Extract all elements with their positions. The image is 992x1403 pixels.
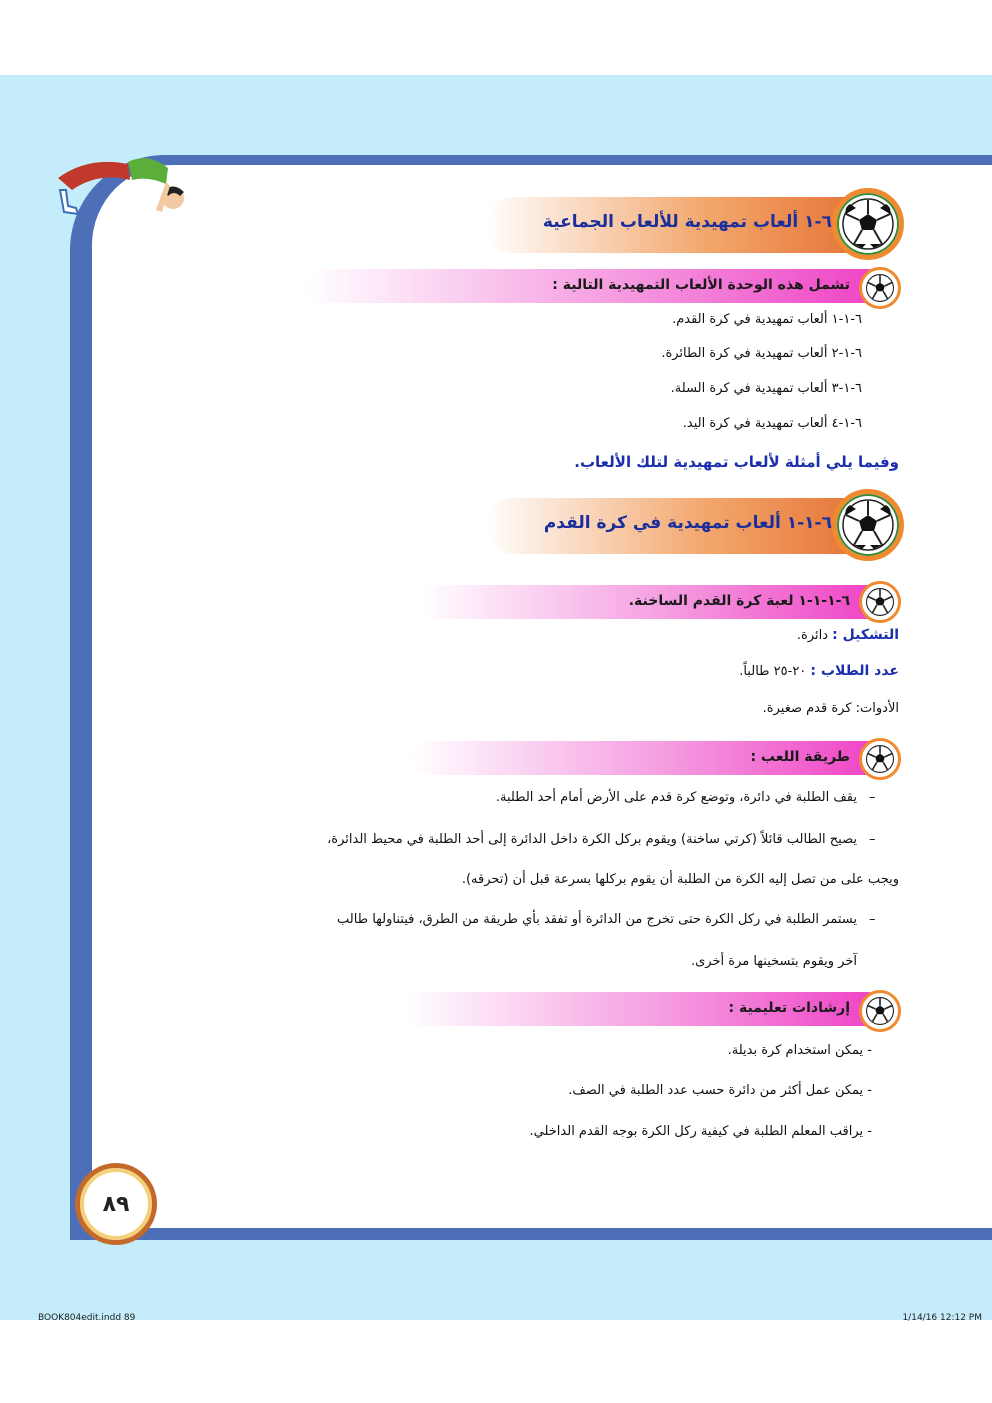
tools-row: الأدوات: كرة قدم صغيرة. (762, 701, 899, 716)
play-step: يقف الطلبة في دائرة، وتوضع كرة قدم على الأرض أمام أحد الطلبة. (495, 790, 857, 805)
intro-item: ٦-١-١ ألعاب تمهيدية في كرة القدم. (672, 312, 862, 327)
bullet-dash: – (869, 832, 876, 847)
formation-row (797, 627, 899, 643)
students-label: عدد الطلاب : (810, 663, 899, 679)
tip-item: - يمكن عمل أكثر من دائرة حسب عدد الطلبة في الصف. (568, 1083, 872, 1098)
formation-label: التشكيل : (832, 627, 899, 643)
tips-heading: إرشادات تعليمية : (728, 1000, 850, 1016)
game-title: ٦-١-١-١ لعبة كرة القدم الساخنة. (628, 593, 850, 609)
intro-item: ٦-١-٢ ألعاب تمهيدية في كرة الطائرة. (661, 346, 862, 361)
bullet-dash: – (869, 790, 876, 805)
soccer-ball-icon (832, 188, 904, 260)
football-title: ٦-١-١ ألعاب تمهيدية في كرة القدم (543, 513, 832, 533)
soccer-ball-icon (832, 489, 904, 561)
play-heading: طريقة اللعب : (750, 749, 850, 765)
tip-item: - يمكن استخدام كرة بديلة. (727, 1043, 872, 1058)
intro-heading: تشمل هذه الوحدة الألعاب التمهيدية التالية : (552, 277, 850, 293)
soccer-ball-small-icon (859, 738, 901, 780)
students-value: ٢٠-٢٥ طالباً. (739, 664, 807, 679)
soccer-ball-small-icon (859, 267, 901, 309)
play-step: يستمر الطلبة في ركل الكرة حتى تخرج من الدائرة أو تفقد بأي طريقة من الطرق، فيتناولها طالب (337, 912, 857, 927)
examples-note: وفيما يلي أمثلة لألعاب تمهيدية لتلك الألعاب. (574, 453, 899, 471)
play-step: ويجب على من تصل إليه الكرة من الطلبة أن يقوم بركلها بسرعة قبل أن (تحرقه). (461, 872, 899, 887)
play-step: يصيح الطالب قائلاً (كرتي ساخنة) ويقوم بركل الكرة داخل الدائرة إلى أحد الطلبة في محيط الدائرة، (327, 832, 857, 847)
bottom-rule (120, 1228, 992, 1233)
footer-timestamp: 1/14/16 12:12 PM (902, 1313, 982, 1323)
footer-file-info: BOOK804edit.indd 89 (38, 1313, 136, 1323)
bullet-dash: – (869, 912, 876, 927)
intro-item: ٦-١-٤ ألعاب تمهيدية في كرة اليد. (682, 416, 862, 431)
intro-item: ٦-١-٣ ألعاب تمهيدية في كرة السلة. (670, 381, 862, 396)
soccer-ball-small-icon (859, 990, 901, 1032)
play-step: آخر ويقوم بتسخينها مرة أخرى. (691, 954, 857, 969)
soccer-ball-small-icon (859, 581, 901, 623)
section-title: ٦-١ ألعاب تمهيدية للألعاب الجماعية (542, 212, 832, 232)
formation-value: دائرة. (796, 628, 829, 643)
students-row (739, 663, 899, 679)
tip-item: - يراقب المعلم الطلبة في كيفية ركل الكرة بوجه القدم الداخلي. (529, 1124, 872, 1139)
page-number: ٨٩ (75, 1163, 157, 1245)
athlete-illustration (48, 150, 193, 230)
